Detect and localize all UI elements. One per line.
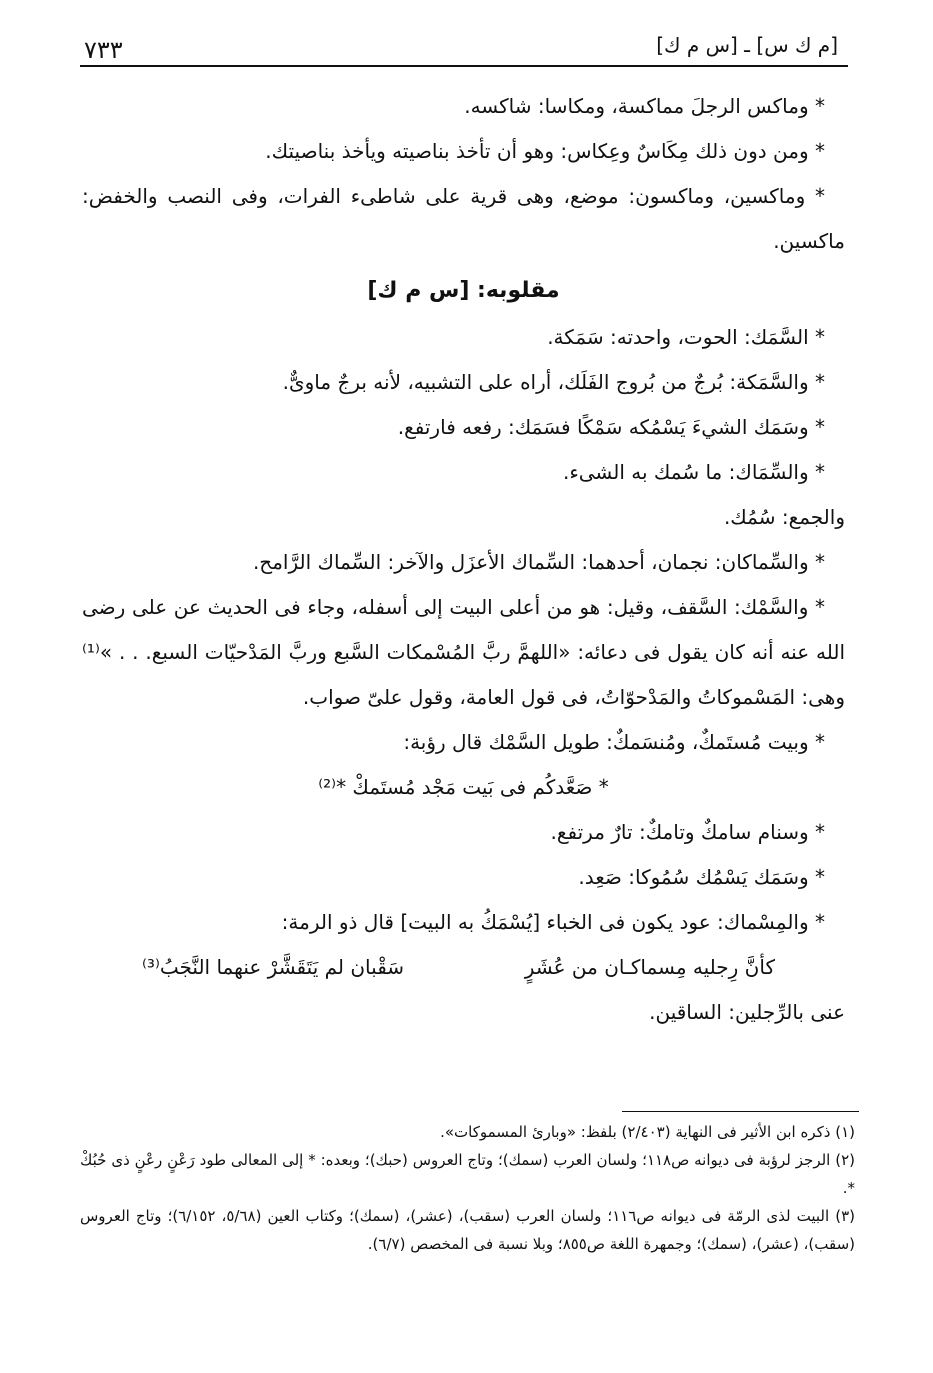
paragraph: * والسِّمَاك: ما سُمك به الشىء. [562,460,825,484]
paragraph: * ومن دون ذلك مِكَاسٌ وعِكاس: وهو أن تأخذ بناصيته ويأخذ بناصيتك. [265,139,825,163]
paragraph: والجمع: سُمُك. [723,505,845,529]
paragraph: * والسِّماكان: نجمان، أحدهما: السِّماك الأعزَل والآخر: السِّماك الرَّامح. [252,550,825,574]
couplet-first-hemistich: كأنَّ رِجليه مِسماكـان من عُشَرٍ [524,955,775,979]
paragraph: * والسَّمَكة: بُرجٌ من بُروج الفَلَك، أراه على التشبيه، لأنه برجٌ ماوىٌّ. [282,370,825,394]
footnote: (٢) الرجز لرؤبة فى ديوانه ص١١٨؛ ولسان العرب (سمك)؛ وتاج العروس (حبك)؛ وبعده: * إلى المعالى طود رَعْنٍ رعْنٍ ذى حُبُكْ *. [80,1151,855,1197]
paragraph: * وسَمَك الشيءَ يَسْمُكه سَمْكًا فسَمَك: رفعه فارتفع. [397,415,825,439]
running-head: [م ك س] ـ [س م ك] [656,33,838,57]
paragraph: * السَّمَك: الحوت، واحدته: سَمَكة. [547,325,825,349]
paragraph: عنى بالرِّجلين: الساقين. [649,1000,845,1024]
paragraph: * وسَمَك يَسْمُك سُمُوكا: صَعِد. [578,865,825,889]
paragraph: * والسَّمْك: السَّقف، وقيل: هو من أعلى البيت إلى أسفله، وجاء فى الحديث عن على رضى الله عنه أنه كان يقول فى دعائه: «اللهمَّ ربَّ المُسْمكات السَّبع وربَّ المَدْحيّات السبع. . . »⁽¹⁾ وهى: المَسْموكاتُ والمَدْحوّاتُ، فى قول العامة، وقول علىّ صواب. [82,595,845,709]
poetry-couplet [82,945,845,990]
section-heading: مقلوبه: [س م ك] [367,278,560,303]
page-number: ٧٣٣ [84,36,123,64]
footnotes [80,1118,855,1258]
paragraph: * والمِسْماك: عود يكون فى الخباء [يُسْمَكُ به البيت] قال ذو الرمة: [281,910,825,934]
paragraph: * وماكس الرجلَ مماكسة، ومكاسا: شاكسه. [464,94,825,118]
footnote: (٣) البيت لذى الرمّة فى ديوانه ص١١٦؛ ولسان العرب (سقب)، (عشر)، (سمك)؛ وكتاب العين (٥/٦٨، ٦/١٥٢)؛ وتاج العروس (سقب)، (عشر)، (سمك)؛ وجمهرة اللغة ص٨٥٥؛ وبلا نسبة فى المخصص (٦/٧). [80,1207,855,1253]
footnote-rule [622,1111,859,1112]
paragraph: * وسنام سامكٌ وتامكٌ: تارٌ مرتفع. [550,820,825,844]
rajaz-verse: * صَعَّدكُم فى بَيت مَجْد مُستَمكْ *⁽²⁾ [318,775,609,799]
header-rule [80,65,848,67]
paragraph: * وماكسين، وماكسون: موضع، وهى قرية على شاطىء الفرات، وفى النصب والخفض: ماكسين. [82,184,845,253]
footnote: (١) ذكره ابن الأثير فى النهاية (٢/٤٠٣) بلفظ: «وبارئ المسموكات». [440,1123,855,1141]
couplet-second-hemistich: سَقْبان لم يَتَقَشَّرْ عنهما النَّجَبُ⁽³⁾ [142,955,405,979]
paragraph: * وبيت مُستَمكٌ، ومُنسَمكٌ: طويل السَّمْك قال رؤبة: [403,730,825,754]
entry-body [82,84,845,1035]
